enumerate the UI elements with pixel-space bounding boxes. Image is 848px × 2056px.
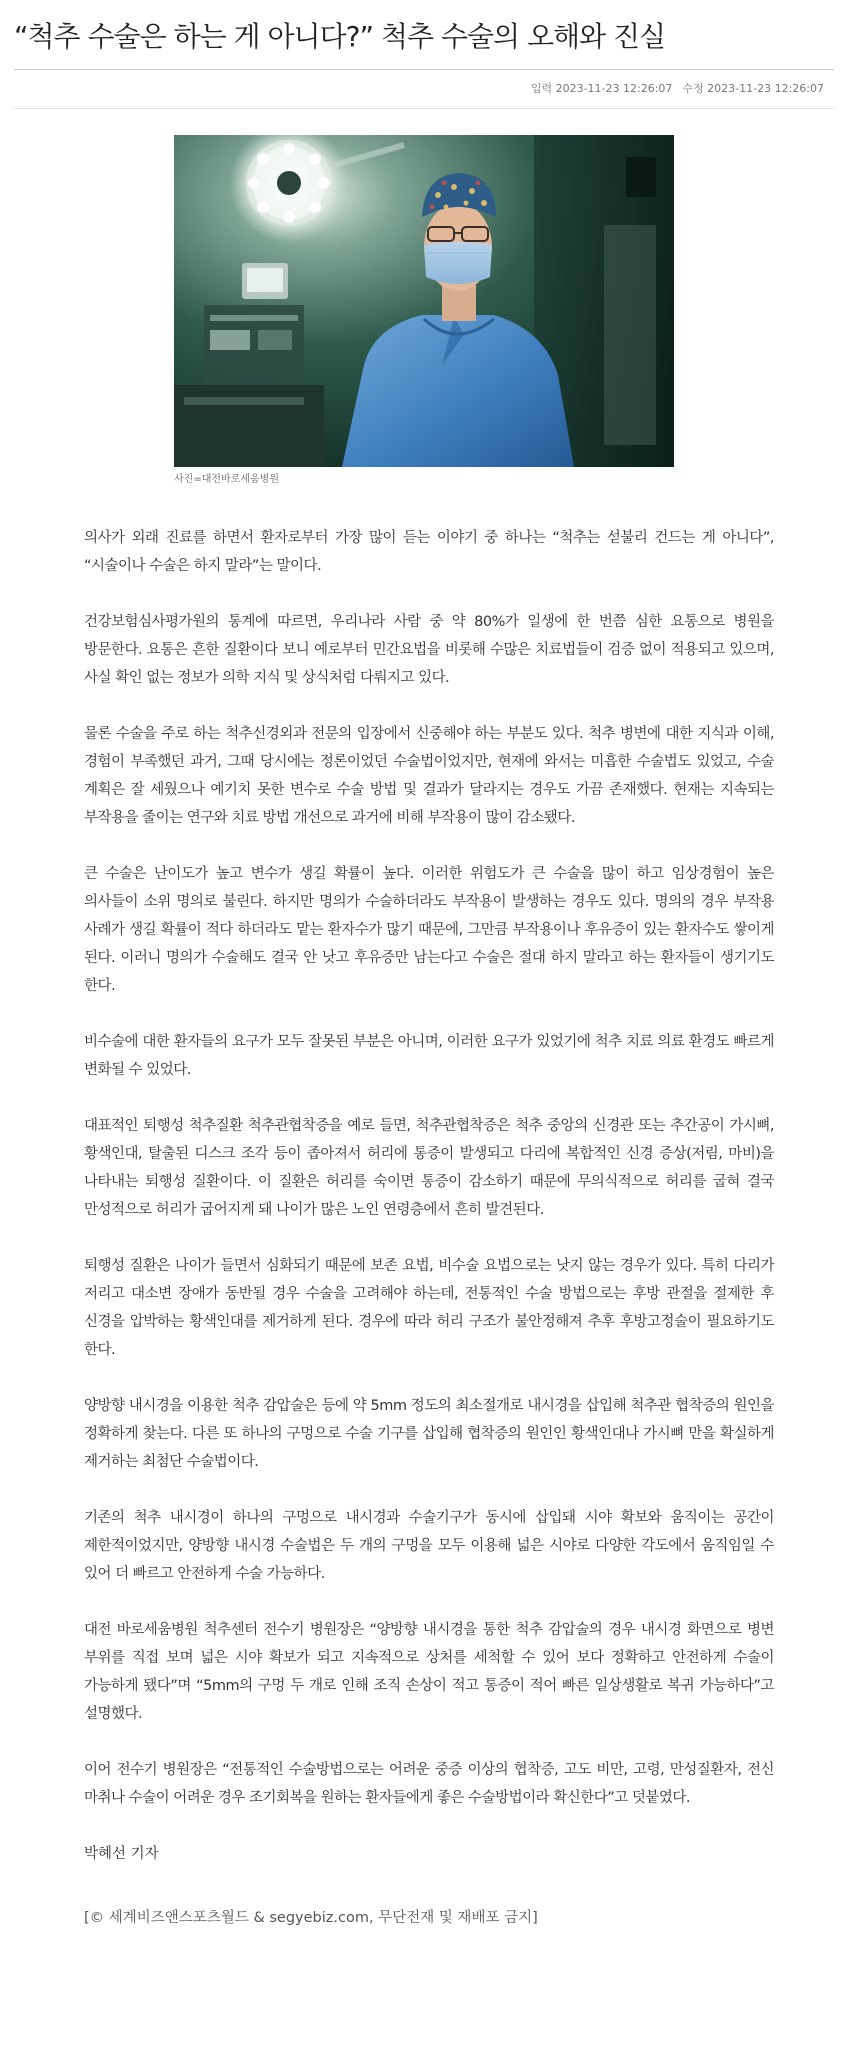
- article-meta: [14, 81, 834, 97]
- meta-divider: [14, 108, 834, 109]
- surgeon-photo: [174, 135, 674, 467]
- article-paragraph: 양방향 내시경을 이용한 척추 감압술은 등에 약 5mm 정도의 최소절개로 내시경을 삽입해 척추관 협착증의 원인을 정확하게 찾는다. 다른 또 하나의 구멍으로 수술 기구를 삽입해 협착증의 원인인 황색인대나 가시뼈 만을 확실하게 제거하는 최첨단 수술법이다.: [84, 1398, 774, 1470]
- input-label: 입력: [530, 82, 553, 95]
- reporter-byline: 박혜선 기자: [84, 1846, 159, 1862]
- article: [14, 0, 834, 1932]
- article-paragraph: 비수술에 대한 환자들의 요구가 모두 잘못된 부분은 아니며, 이러한 요구가 있었기에 척추 치료 의료 환경도 빠르게 변화될 수 있었다.: [84, 1034, 774, 1078]
- article-paragraph: 대전 바로세움병원 척추센터 전수기 병원장은 “양방향 내시경을 통한 척추 감압술의 경우 내시경 화면으로 병변 부위를 직접 보며 넓은 시야 확보가 되고 지속적으로 상처를 세척할 수 있어 보다 정확하고 안전하게 수술이 가능하게 됐다”며 “5mm의 구멍 두 개로 인해 조직 손상이 적고 통증이 적어 빠른 일상생활로 복귀 가능하다”고 설명했다.: [84, 1622, 774, 1722]
- modified-label: 수정: [682, 82, 704, 95]
- modified-time: [682, 82, 824, 95]
- photo-caption: 사진=대전바로세움병원: [174, 474, 279, 485]
- article-paragraph: 대표적인 퇴행성 척추질환 척추관협착증을 예로 들면, 척추관협착증은 척추 중앙의 신경관 또는 추간공이 가시뼈, 황색인대, 탈출된 디스크 조각 등이 좁아져서 허리에 통증이 발생되고 다리에 복합적인 신경 증상(저림, 마비)을 나타내는 퇴행성 질환이다. 이 질환은 허리를 숙이면 통증이 감소하기 때문에 무의식적으로 허리를 굽혀 결국 만성적으로 허리가 굽어지게 돼 나이가 많은 노인 연령층에서 흔히 발견된다.: [84, 1118, 774, 1218]
- article-body: [84, 524, 774, 1932]
- input-time-value: 2023-11-23 12:26:07: [555, 82, 673, 95]
- article-paragraph: 기존의 척추 내시경이 하나의 구멍으로 내시경과 수술기구가 동시에 삽입돼 시야 확보와 움직이는 공간이 제한적이었지만, 양방향 내시경 수술법은 두 개의 구멍을 모두 이용해 넓은 시야로 다양한 각도에서 움직임일 수 있어 더 빠르고 안전하게 수술 가능하다.: [84, 1510, 774, 1582]
- article-photo: [174, 135, 674, 487]
- input-time: [531, 82, 673, 95]
- copyright-notice: [© 세계비즈앤스포츠월드 & segyebiz.com, 무단전재 및 재배포 금지]: [84, 1910, 538, 1926]
- article-paragraph: 건강보험심사평가원의 통계에 따르면, 우리나라 사람 중 약 80%가 일생에 한 번쯤 심한 요통으로 병원을 방문한다. 요통은 흔한 질환이다 보니 예로부터 민간요법을 비롯해 수많은 치료법들이 검증 없이 적용되고 있으며, 사실 확인 없는 정보가 의학 지식 및 상식처럼 다뤄지고 있다.: [84, 614, 774, 686]
- article-paragraph: 의사가 외래 진료를 하면서 환자로부터 가장 많이 듣는 이야기 중 하나는 “척추는 섣불리 건드는 게 아니다”, “시술이나 수술은 하지 말라”는 말이다.: [84, 530, 774, 574]
- article-paragraph: 큰 수술은 난이도가 높고 변수가 생길 확률이 높다. 이러한 위험도가 큰 수술을 많이 하고 임상경험이 높은 의사들이 소위 명의로 불린다. 하지만 명의가 수술하더라도 부작용이 발생하는 경우도 있다. 명의의 경우 부작용 사례가 생길 확률이 적다 하더라도 맡는 환자수가 많기 때문에, 그만큼 부작용이나 후유증이 있는 환자수도 쌓이게 된다. 이러니 명의가 수술해도 결국 안 낫고 후유증만 남는다고 수술은 절대 하지 말라고 하는 환자들이 생기기도 한다.: [84, 866, 774, 994]
- article-paragraph: 물론 수술을 주로 하는 척추신경외과 전문의 입장에서 신중해야 하는 부분도 있다. 척추 병변에 대한 지식과 이해, 경험이 부족했던 과거, 그때 당시에는 정론이었던 수술법이었지만, 현재에 와서는 미흡한 수술법도 있었고, 수술 계획은 잘 세웠으나 예기치 못한 변수로 수술 방법 및 결과가 달라지는 경우도 가끔 존재했다. 현재는 지속되는 부작용을 줄이는 연구와 치료 방법 개선으로 과거에 비해 부작용이 많이 감소됐다.: [84, 726, 774, 826]
- modified-time-value: 2023-11-23 12:26:07: [707, 82, 824, 95]
- title-divider: [14, 69, 834, 70]
- article-title: “척추 수술은 하는 게 아니다?” 척추 수술의 오해와 진실: [14, 20, 666, 53]
- article-paragraph: 이어 전수기 병원장은 “전통적인 수술방법으로는 어려운 중증 이상의 협착증, 고도 비만, 고령, 만성질환자, 전신 마취나 수술이 어려운 경우 조기회복을 원하는 환자들에게 좋은 수술방법이라 확신한다”고 덧붙였다.: [84, 1762, 774, 1806]
- article-paragraph: 퇴행성 질환은 나이가 들면서 심화되기 때문에 보존 요법, 비수술 요법으로는 낫지 않는 경우가 있다. 특히 다리가 저리고 대소변 장애가 동반될 경우 수술을 고려해야 하는데, 전통적인 수술 방법으로는 후방 관절을 절제한 후 신경을 압박하는 황색인대를 제거하게 된다. 경우에 따라 허리 구조가 불안정해져 추후 후방고정술이 필요하기도 한다.: [84, 1258, 774, 1358]
